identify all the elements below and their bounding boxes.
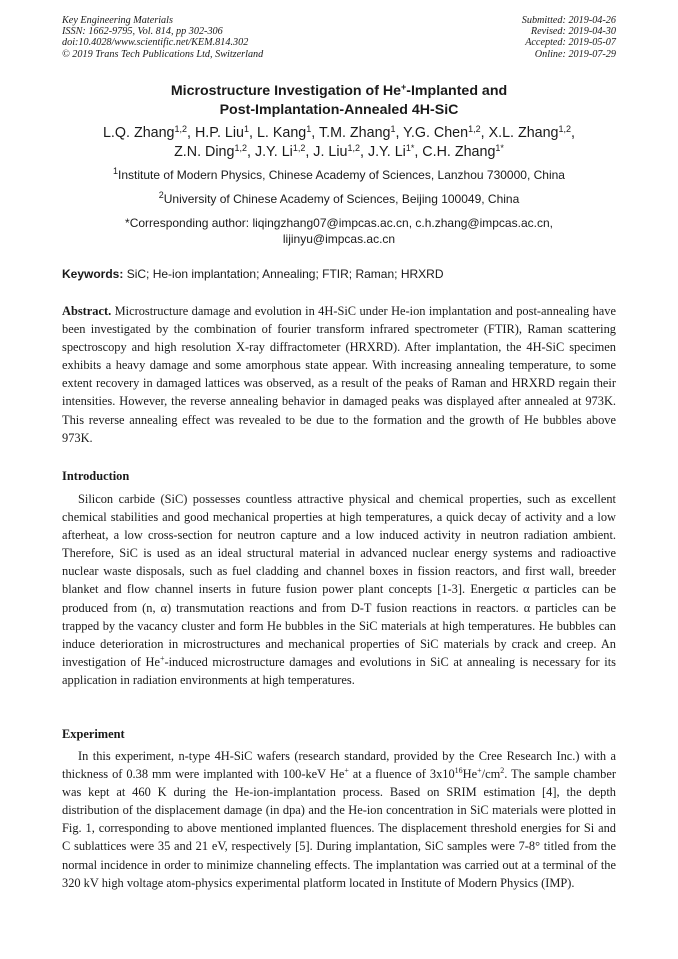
paper-title (0, 82, 678, 120)
author-affiliation-marker: 1 (390, 124, 396, 134)
revised-date: Revised: 2019-04-30 (530, 26, 616, 38)
author-affiliation-marker: 1,2 (347, 143, 360, 153)
author-affiliation-marker: 1 (306, 124, 312, 134)
affiliation-text: Institute of Modern Physics, Chinese Academy of Sciences, Lanzhou 730000, China (118, 168, 565, 182)
exp-text: In this experiment, n-type 4H-SiC wafers (research standard, provided by the Cree Research Inc.) with a thickness of 0.38 mm were implanted with 100-keV He (62, 749, 616, 782)
copyright: © 2019 Trans Tech Publications Ltd, Switzerland (62, 48, 264, 60)
author: L.Q. Zhang (102, 125, 175, 141)
keywords (62, 266, 616, 282)
author-separator: , (480, 125, 489, 141)
experiment-paragraph (62, 747, 616, 892)
journal-header-left (62, 15, 263, 60)
author: Z.N. Ding (174, 144, 235, 160)
abstract-text: Microstructure damage and evolution in 4H-SiC under He-ion implantation and post-annealing have been investigated by the combination of fourier transform infrared spectrometer (FTIR), Raman scattering spectroscopy and high resolution X-ray diffractometer (HRXRD). After implantation, the 4H-SiC specimen exhibits a heavy damage and some amorphous state appear. With increasing annealing temperature, to some extent recovery in damaged lattices was observed, as a result of the peaks of Raman and HRXRD regain their intensities. However, the reverse annealing behavior in damaged peaks was displayed after annealed at 973K. This reverse annealing effect was revealed to be due to the formation and the growth of He bubbles above 973K. (62, 304, 616, 445)
author: J. Liu (313, 144, 348, 160)
abstract-label: Abstract. (62, 304, 112, 318)
title-text: -Implanted and (406, 83, 508, 99)
author-separator: , (305, 144, 314, 160)
author-affiliation-marker: 1,2 (174, 124, 188, 134)
affiliation-text: University of Chinese Academy of Sciences, Beijing 100049, China (163, 192, 520, 206)
doi[interactable]: doi:10.4028/www.scientific.net/KEM.814.302 (62, 37, 249, 49)
author-separator: , (311, 125, 319, 141)
author: T.M. Zhang (318, 125, 391, 141)
online-date: Online: 2019-07-29 (534, 48, 616, 60)
author-affiliation-marker: 1,2 (234, 143, 247, 153)
author: J.Y. Li (254, 144, 293, 160)
author-separator: , (246, 144, 255, 160)
accepted-date: Accepted: 2019-05-07 (525, 37, 616, 49)
intro-superscript: + (159, 653, 165, 663)
exp-superscript: + (477, 766, 482, 776)
author-separator: , (571, 125, 576, 141)
author-affiliation-marker: 1,2 (468, 124, 481, 134)
journal-name: Key Engineering Materials (62, 15, 173, 26)
keywords-label: Keywords: (62, 267, 124, 281)
intro-text: -induced microstructure damages and evolutions in SiC at annealing is necessary for its application in radiation environments at high temperatures. (62, 654, 616, 687)
corresponding-line-2[interactable]: lijinyu@impcas.ac.cn (282, 232, 396, 246)
title-line-1 (0, 82, 678, 101)
exp-superscript: 16 (454, 766, 463, 776)
abstract (62, 302, 616, 447)
experiment-heading: Experiment (62, 727, 125, 741)
author-affiliation-marker: 1* (495, 143, 504, 153)
exp-text: He (462, 767, 478, 782)
issn: ISSN: 1662-9795, Vol. 814, pp 302-306 (62, 26, 223, 38)
author-separator: , (395, 125, 404, 141)
affiliation-marker: 2 (158, 190, 164, 200)
author-affiliation-marker: 1 (243, 124, 249, 134)
title-text: Microstructure Investigation of He (170, 83, 401, 99)
corresponding-author (0, 215, 678, 247)
introduction-paragraph (62, 490, 616, 689)
author: Y.G. Chen (403, 125, 469, 141)
author-separator: , (414, 144, 423, 160)
exp-text: at a fluence of 3x10 (348, 767, 455, 782)
exp-superscript: 2 (500, 766, 505, 776)
submitted-date: Submitted: 2019-04-26 (521, 15, 616, 26)
author-separator: , (249, 125, 257, 141)
author: C.H. Zhang (422, 144, 496, 160)
title-line-2: Post-Implantation-Annealed 4H-SiC (219, 102, 459, 118)
author: J.Y. Li (367, 144, 406, 160)
author-list (0, 124, 678, 162)
author-separator: , (187, 125, 195, 141)
corresponding-line-1[interactable]: *Corresponding author: liqingzhang07@impcas.ac.cn, c.h.zhang@impcas.ac.cn, (125, 216, 553, 230)
author: L. Kang (256, 125, 307, 141)
keywords-text: SiC; He-ion implantation; Annealing; FTIR; Raman; HRXRD (123, 267, 444, 281)
affiliation-2 (0, 191, 678, 207)
introduction-heading: Introduction (62, 469, 130, 483)
affiliation-1 (0, 167, 678, 183)
author: H.P. Liu (194, 125, 244, 141)
exp-text: . The sample chamber was kept at 460 K during the He-ion-implantation process. Based on SRIM estimation [4], the depth distribution of the displacement damage (in dpa) and the He-ion concentration in SiC materials were plotted in Fig. 1, corresponding to above mentioned implanted fluences. The displacement threshold energies for Si and C sublattices were 35 and 21 eV, respectively [5]. During implantation, SiC samples were 7-8° titled from the normal incidence in order to minimize channeling effects. The implantation was carried out at a terminal of the 320 kV high voltage atom-physics experimental platform located in Institute of Modern Physics (IMP). (62, 767, 616, 890)
author: X.L. Zhang (488, 125, 559, 141)
title-superscript: + (401, 82, 407, 92)
author-affiliation-marker: 1,2 (558, 124, 572, 134)
journal-header-right (522, 15, 616, 60)
affiliation-marker: 1 (113, 166, 119, 176)
exp-text: /cm (481, 767, 501, 782)
author-affiliation-marker: 1* (405, 143, 415, 153)
intro-text: Silicon carbide (SiC) possesses countless attractive physical and chemical properties, such as excellent chemical stabilities and good mechanical properties at high temperatures, a quick decay of activity and a low afterheat, a low cross-section for neutron capture and a low induced activity in neutron radiation ambient. Therefore, SiC is used as an ideal structural material in advanced nuclear energy systems and radioactive nuclear waste disposals, such as fuel cladding and channel boxes in fission reactors, and first wall, breeder blanket and flow channel inserts in future fusion power plant concepts [1-3]. Energetic α particles can be produced from (n, α) transmutation reactions and from D-T fusion reactions in reactors. α particles can be trapped by the vacancy cluster and form He bubbles in the SiC materials at high temperatures. He bubbles can induce deterioration in microstructures and mechanical properties of SiC materials by crack and creep. An investigation of He (62, 492, 616, 669)
author-affiliation-marker: 1,2 (292, 143, 306, 153)
exp-superscript: + (344, 766, 349, 776)
author-separator: , (359, 144, 368, 160)
